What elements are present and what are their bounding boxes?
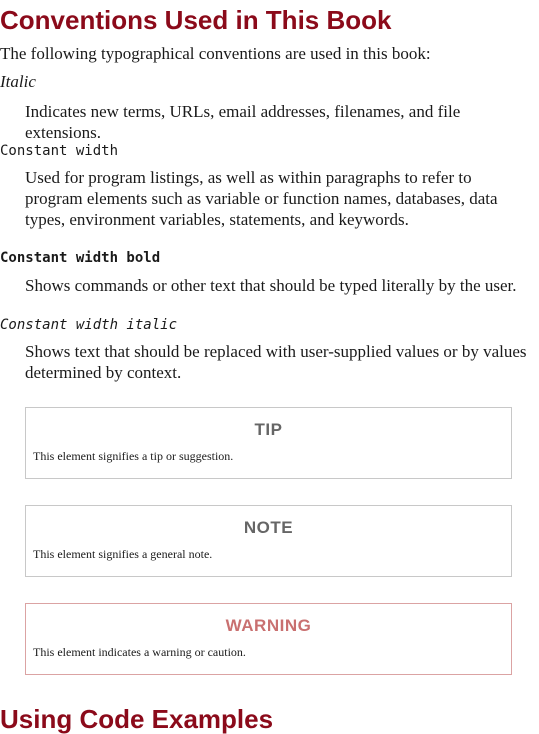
term-constant-width-italic: Constant width italic (0, 317, 178, 333)
warning-title: WARNING (225, 616, 312, 635)
term-constant-width: Constant width (0, 143, 119, 159)
term-italic: Italic (0, 72, 36, 91)
definition-italic: Indicates new terms, URLs, email addresses, filenames, and file extensions. (25, 102, 461, 142)
section-heading: Conventions Used in This Book (0, 5, 392, 35)
warning-box (25, 603, 512, 675)
tip-box (25, 407, 512, 479)
definition-constant-width-bold: Shows commands or other text that should be typed literally by the user. (25, 276, 517, 295)
tip-title: TIP (254, 420, 283, 439)
tip-text: This element signifies a tip or suggestion. (33, 449, 234, 463)
definition-constant-width-italic: Shows text that should be replaced with user-supplied values or by values determined by context. (25, 342, 527, 382)
term-constant-width-bold: Constant width bold (0, 250, 161, 266)
warning-text: This element indicates a warning or caution. (33, 645, 246, 659)
note-text: This element signifies a general note. (33, 547, 213, 561)
note-box (25, 505, 512, 577)
next-section-heading: Using Code Examples (0, 704, 274, 734)
intro-paragraph: The following typographical conventions are used in this book: (0, 44, 431, 63)
definition-constant-width: Used for program listings, as well as within paragraphs to refer to program elements such as variable or function names, databases, data types, environment variables, statements, and keywords. (25, 168, 498, 229)
note-title: NOTE (243, 518, 294, 537)
